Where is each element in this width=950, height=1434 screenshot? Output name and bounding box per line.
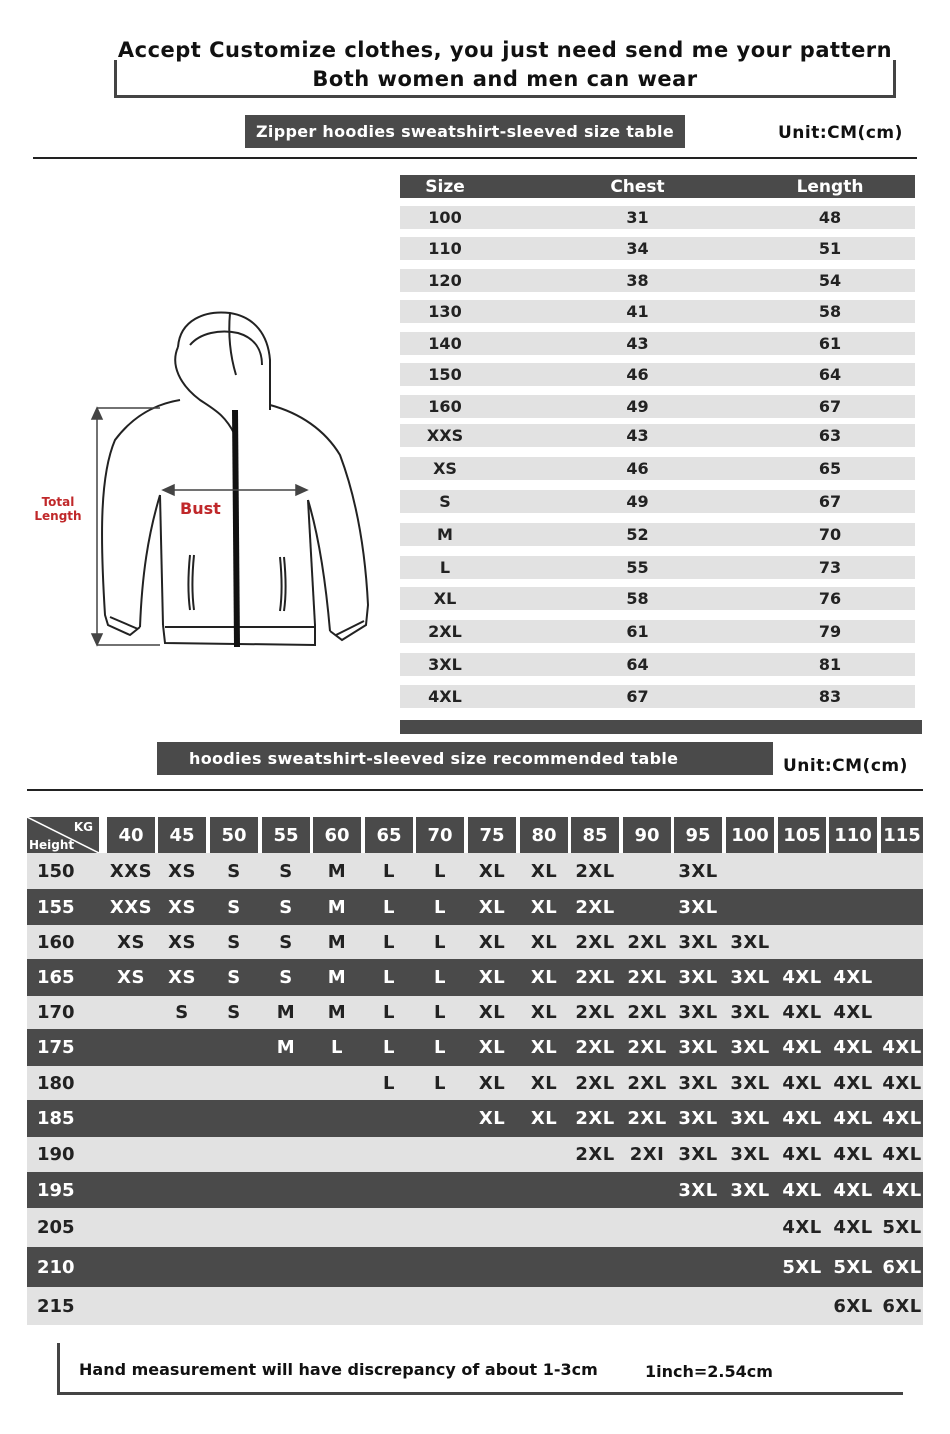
size-recommendation-cell: 4XL [833,1037,873,1058]
size-recommendation-cell: XS [168,860,196,882]
size-cell: XXS [426,426,464,445]
size-table-unit: Unit:CM(cm) [778,123,903,143]
size-recommendation-cell: XL [478,860,506,882]
weight-header-cell: 110 [829,817,877,853]
recommend-table-row [27,889,923,925]
length-cell: 76 [818,589,842,608]
length-cell: 63 [818,426,842,445]
weight-header-cell: 40 [107,817,155,853]
size-recommendation-cell: L [383,1002,395,1023]
size-cell: M [437,525,453,544]
col-length: Length [796,176,864,197]
length-cell: 58 [818,302,842,321]
weight-header-cell: 90 [623,817,671,853]
size-recommendation-cell: L [434,1037,446,1058]
size-recommendation-cell: 3XL [730,931,770,953]
recommend-table-row [27,1029,923,1066]
size-recommendation-cell: 4XL [833,967,873,988]
size-recommendation-cell: 4XL [782,1037,822,1058]
recommend-table-row [27,1208,923,1247]
weight-header-cell: 75 [468,817,516,853]
size-recommendation-cell: M [327,896,347,918]
recommend-table-row [27,1247,923,1287]
size-cell: 160 [428,397,462,416]
footer-conversion: 1inch=2.54cm [645,1362,773,1381]
height-cell: 180 [37,1072,75,1094]
chest-cell: 55 [626,558,649,577]
size-recommendation-cell: 3XL [678,1108,718,1129]
recommend-table-row [27,1287,923,1325]
weight-header-cell: 115 [881,817,923,853]
size-recommendation-cell: XL [478,1072,506,1094]
size-recommendation-cell: S [227,967,241,988]
chest-cell: 49 [626,397,649,416]
length-cell: 65 [818,459,842,478]
size-recommendation-cell: XS [168,967,196,988]
size-table-footer-bar [400,720,922,734]
size-cell: 100 [428,208,462,227]
size-recommendation-cell: M [276,1002,296,1023]
height-cell: 155 [37,896,75,918]
size-recommendation-cell: 3XL [730,967,770,988]
height-cell: 190 [37,1144,75,1165]
length-cell: 73 [818,558,842,577]
chest-cell: 43 [626,334,649,353]
size-recommendation-cell: XS [168,896,196,918]
size-recommendation-cell: 4XL [833,1108,873,1129]
weight-header-cell: 105 [778,817,826,853]
size-recommendation-cell: XL [478,1002,506,1023]
chest-cell: 43 [626,426,649,445]
chest-cell: 31 [626,208,649,227]
header-subtitle: Both women and men can wear [312,67,698,91]
size-table-header [400,175,915,198]
size-recommendation-cell: 3XL [678,967,718,988]
size-cell: 130 [428,302,462,321]
size-recommendation-cell: 2XL [575,1108,615,1129]
size-recommendation-cell: 6XL [882,1295,922,1317]
recommend-table-row [27,853,923,889]
header-bracket [114,60,896,98]
size-recommendation-cell: L [434,896,446,918]
weight-header-cell: 55 [262,817,310,853]
size-table-row [400,653,915,676]
weight-header-cell: 100 [726,817,774,853]
size-recommendation-cell: 4XL [782,1217,822,1238]
size-recommendation-cell: 4XL [782,1072,822,1094]
recommend-table-row [27,1066,923,1100]
size-recommendation-cell: 3XL [730,1072,770,1094]
size-recommendation-cell: L [383,1072,395,1094]
size-table-row [400,523,915,546]
size-recommendation-cell: S [279,860,293,882]
size-recommendation-cell: 5XL [782,1256,822,1278]
size-recommendation-cell: M [327,931,347,953]
size-recommendation-cell: 2XL [627,1108,667,1129]
length-cell: 64 [818,365,842,384]
chest-cell: 38 [626,271,649,290]
size-cell: XS [433,459,457,478]
size-recommendation-cell: 4XL [833,1217,873,1238]
size-recommendation-cell: XL [478,896,506,918]
size-recommendation-cell: XL [530,1072,558,1094]
size-cell: L [439,558,451,577]
size-table-row [400,332,915,355]
weight-header-cell: 65 [365,817,413,853]
size-recommendation-cell: L [434,931,446,953]
size-recommendation-cell: S [279,967,293,988]
size-table-row [400,620,915,643]
size-table-row [400,395,915,418]
weight-header-cell: 60 [313,817,361,853]
length-cell: 67 [818,492,842,511]
size-table-row [400,206,915,229]
chest-cell: 46 [626,459,649,478]
size-recommendation-cell: XL [530,896,558,918]
size-recommendation-cell: L [434,967,446,988]
size-cell: 140 [428,334,462,353]
size-recommendation-cell: XXS [109,896,153,918]
length-cell: 67 [818,397,842,416]
recommend-table-row [27,1172,923,1208]
hoodie-outline-icon [30,305,390,660]
size-recommendation-cell: 3XL [678,1072,718,1094]
size-table-row [400,300,915,323]
chest-cell: 52 [626,525,649,544]
size-recommendation-cell: L [331,1037,343,1058]
height-cell: 210 [37,1256,75,1278]
size-recommendation-cell: 2XL [627,1037,667,1058]
size-recommendation-cell: S [279,931,293,953]
size-recommendation-cell: S [227,931,241,953]
size-recommendation-cell: 4XL [833,1072,873,1094]
size-recommendation-cell: 2XL [575,967,615,988]
height-cell: 160 [37,931,75,953]
size-recommendation-cell: 2XL [575,860,615,882]
size-table-row [400,363,915,386]
size-recommendation-cell: 4XL [782,1144,822,1165]
chest-cell: 64 [626,655,649,674]
recommend-table-row [27,996,923,1029]
size-recommendation-cell: S [279,896,293,918]
size-recommendation-cell: 4XL [882,1037,922,1058]
corner-kg-label: KG [73,820,93,834]
chest-cell: 67 [626,687,649,706]
size-recommendation-cell: S [227,1002,241,1023]
weight-header-cell: 50 [210,817,258,853]
chest-cell: 58 [626,589,649,608]
header-title: Accept Customize clothes, you just need send me your pattern [117,38,893,62]
size-recommendation-cell: 4XL [782,967,822,988]
height-cell: 215 [37,1295,75,1317]
size-recommendation-cell: XS [117,931,145,953]
size-recommendation-cell: 3XL [678,896,718,918]
length-cell: 81 [818,655,842,674]
size-recommendation-cell: 2XL [575,1144,615,1165]
size-cell: 4XL [428,687,462,706]
size-recommendation-cell: 6XL [882,1256,922,1278]
length-cell: 54 [818,271,842,290]
footer-note: Hand measurement will have discrepancy of about 1-3cm [79,1360,598,1379]
size-recommendation-cell: M [276,1037,296,1058]
size-recommendation-cell: 3XL [678,1037,718,1058]
size-recommendation-cell: 2XL [575,931,615,953]
size-recommendation-cell: 2XL [627,1072,667,1094]
total-length-line1: Total [41,495,75,509]
size-cell: S [439,492,451,511]
size-recommendation-cell: 3XL [730,1179,770,1201]
height-cell: 150 [37,860,75,882]
size-recommendation-cell: 3XL [678,931,718,953]
size-recommendation-cell: 4XL [782,1108,822,1129]
size-recommendation-cell: 2XL [575,896,615,918]
size-table-row [400,457,915,480]
size-recommendation-cell: 4XL [833,1144,873,1165]
size-recommendation-cell: 4XL [882,1144,922,1165]
size-recommendation-cell: 5XL [882,1217,922,1238]
size-recommendation-cell: S [227,896,241,918]
size-recommendation-cell: 2XL [627,931,667,953]
total-length-line2: Length [34,509,82,523]
length-cell: 79 [818,622,842,641]
recommend-table-corner [27,817,99,853]
size-recommendation-cell: 4XL [833,1179,873,1201]
size-recommendation-cell: XL [530,1002,558,1023]
size-recommendation-cell: 2XL [575,1037,615,1058]
size-recommendation-cell: M [327,860,347,882]
size-recommendation-cell: L [383,967,395,988]
height-cell: 175 [37,1037,75,1058]
size-recommendation-cell: L [383,1037,395,1058]
size-recommendation-cell: M [327,1002,347,1023]
size-recommendation-cell: XL [478,1037,506,1058]
size-recommendation-cell: XS [168,931,196,953]
weight-header-cell: 70 [416,817,464,853]
size-recommendation-cell: 4XL [882,1179,922,1201]
recommend-table-unit: Unit:CM(cm) [783,756,908,776]
size-recommendation-cell: XL [530,1037,558,1058]
length-cell: 48 [818,208,842,227]
size-recommendation-cell: L [383,931,395,953]
size-recommendation-cell: 4XL [782,1002,822,1023]
size-recommendation-cell: 5XL [833,1256,873,1278]
size-cell: 110 [428,239,462,258]
size-cell: 120 [428,271,462,290]
length-cell: 83 [818,687,842,706]
length-cell: 70 [818,525,842,544]
size-recommendation-cell: XL [530,931,558,953]
weight-header-cell: 85 [571,817,619,853]
size-recommendation-cell: S [227,860,241,882]
size-recommendation-cell: XL [478,967,506,988]
col-chest: Chest [610,176,665,197]
size-recommendation-cell: 2XL [575,1072,615,1094]
size-recommendation-cell: 3XL [730,1037,770,1058]
size-recommendation-cell: M [327,967,347,988]
size-recommendation-cell: XL [530,967,558,988]
col-size: Size [425,176,465,197]
chest-cell: 49 [626,492,649,511]
size-table-row [400,490,915,513]
recommend-table-row [27,959,923,996]
size-recommendation-cell: S [175,1002,189,1023]
height-cell: 195 [37,1179,75,1201]
recommend-table-row [27,1100,923,1137]
size-recommendation-cell: 3XL [678,1144,718,1165]
size-cell: 3XL [428,655,462,674]
size-table-row [400,685,915,708]
size-recommendation-cell: 4XL [782,1179,822,1201]
divider [33,157,917,159]
size-recommendation-cell: 2XI [629,1144,665,1165]
size-recommendation-cell: XXS [109,860,153,882]
weight-header-cell: 80 [520,817,568,853]
size-recommendation-cell: 4XL [882,1108,922,1129]
size-table-row [400,269,915,292]
chest-cell: 61 [626,622,649,641]
size-recommendation-cell: L [434,1072,446,1094]
size-cell: XL [433,589,457,608]
size-table-row [400,424,915,447]
recommend-table-row [27,1137,923,1172]
size-recommendation-cell: 6XL [833,1295,873,1317]
size-recommendation-cell: 4XL [882,1072,922,1094]
size-cell: 2XL [428,622,462,641]
size-recommendation-cell: 3XL [678,1002,718,1023]
recommend-table-banner: hoodies sweatshirt-sleeved size recommended table [157,742,773,775]
size-recommendation-cell: XS [117,967,145,988]
size-recommendation-cell: 3XL [678,860,718,882]
size-recommendation-cell: XL [530,860,558,882]
size-recommendation-cell: 3XL [678,1179,718,1201]
recommend-table-row [27,925,923,959]
size-recommendation-cell: L [434,860,446,882]
divider [27,789,923,791]
size-recommendation-cell: L [383,860,395,882]
size-table-row [400,237,915,260]
corner-height-label: Height [29,838,75,852]
size-recommendation-cell: L [434,1002,446,1023]
size-recommendation-cell: 3XL [730,1144,770,1165]
size-recommendation-cell: L [383,896,395,918]
size-recommendation-cell: 2XL [627,1002,667,1023]
height-cell: 185 [37,1108,75,1129]
height-cell: 165 [37,967,75,988]
size-recommendation-cell: 3XL [730,1002,770,1023]
size-cell: 150 [428,365,462,384]
chest-cell: 34 [626,239,649,258]
height-cell: 170 [37,1002,75,1023]
weight-header-cell: 95 [674,817,722,853]
size-table-row [400,587,915,610]
size-table-banner: Zipper hoodies sweatshirt-sleeved size table [245,115,685,148]
height-cell: 205 [37,1217,75,1238]
total-length-label [28,495,88,523]
size-recommendation-cell: 4XL [833,1002,873,1023]
size-recommendation-cell: XL [478,1108,506,1129]
chest-cell: 41 [626,302,649,321]
hoodie-diagram [30,305,390,660]
length-cell: 61 [818,334,842,353]
size-recommendation-cell: XL [530,1108,558,1129]
size-recommendation-cell: 2XL [575,1002,615,1023]
size-recommendation-cell: XL [478,931,506,953]
bust-label: Bust [180,499,221,518]
size-recommendation-cell: 3XL [730,1108,770,1129]
chest-cell: 46 [626,365,649,384]
length-cell: 51 [818,239,842,258]
size-table-row [400,556,915,579]
size-recommendation-cell: 2XL [627,967,667,988]
weight-header-cell: 45 [158,817,206,853]
